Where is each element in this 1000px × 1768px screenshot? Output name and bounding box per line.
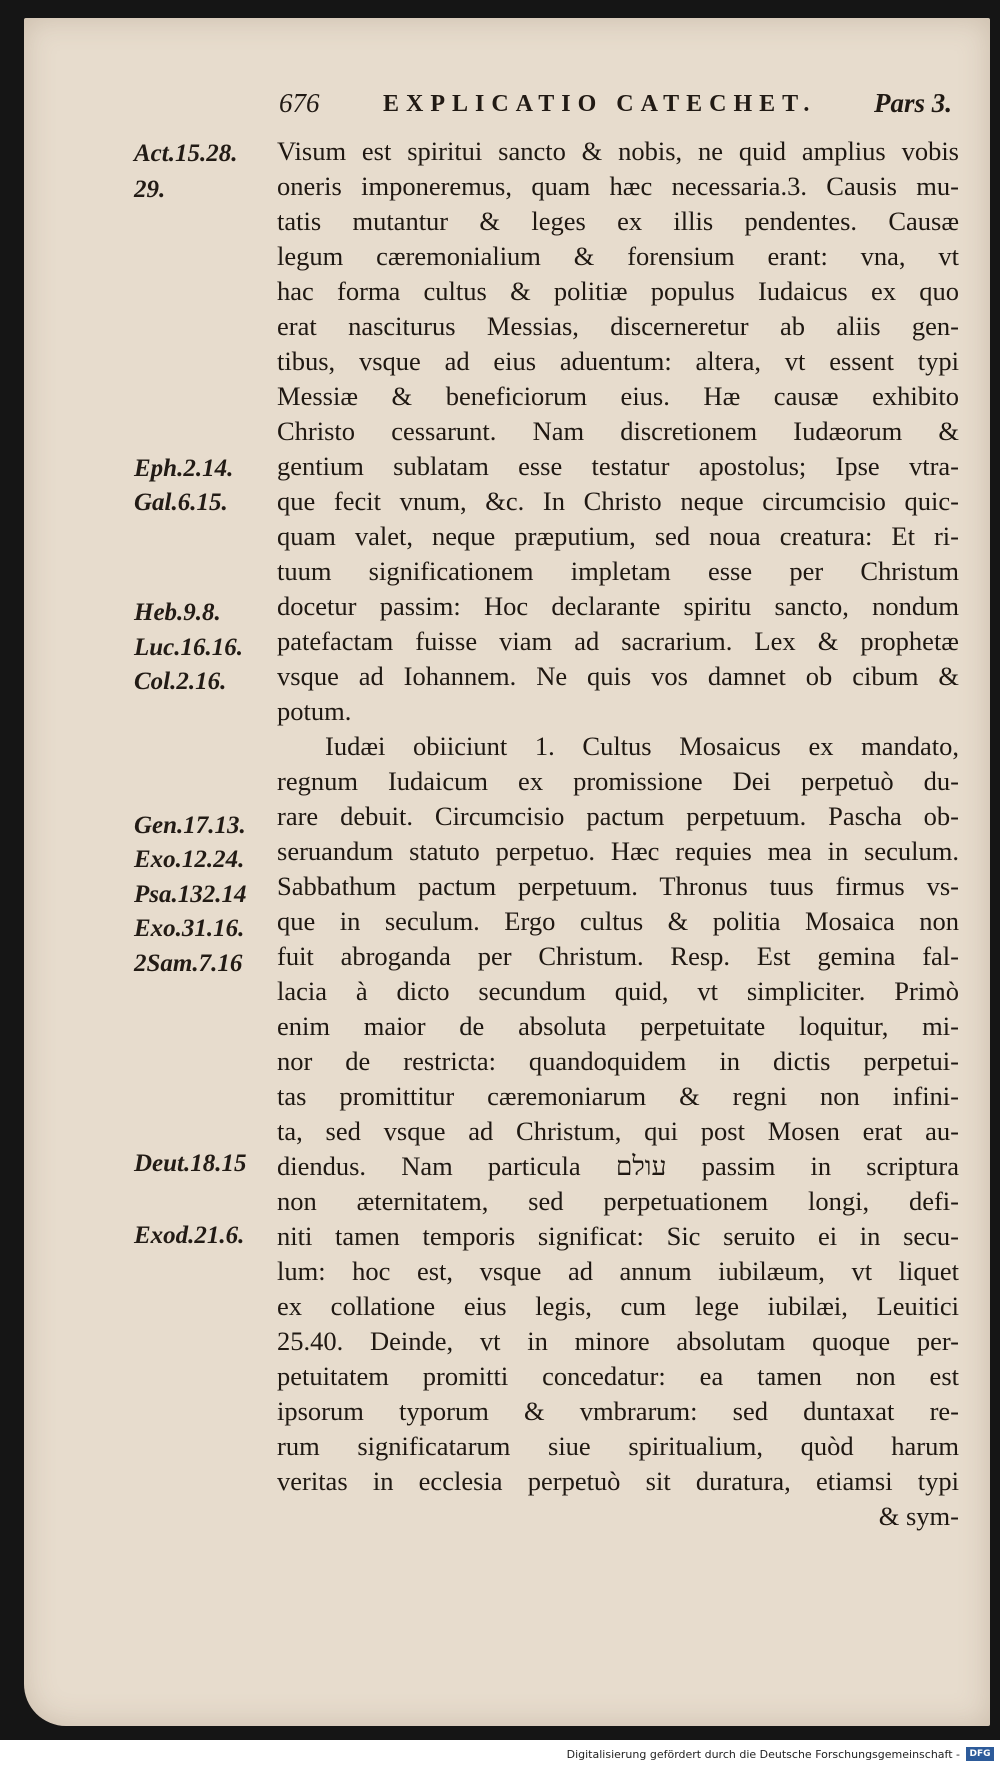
margin-note: Act.15.28. <box>134 140 238 167</box>
text-line: vsque ad Iohannem. Ne quis vos damnet ob cibum & <box>277 661 959 691</box>
text-line: fuit abroganda per Christum. Resp. Est gemina fal- <box>277 941 959 971</box>
text-line: tuum significationem impletam esse per Christum <box>277 556 959 586</box>
text-line: legum cæremonialium & forensium erant: vna, vt <box>277 241 959 271</box>
text-line: que fecit vnum, &c. In Christo neque circumcisio quic- <box>277 486 959 516</box>
text-line: Messiæ & beneficiorum eius. Hæ causæ exhibito <box>277 381 959 411</box>
text-line: potum. <box>277 696 352 726</box>
text-line: Christo cessarunt. Nam discretionem Iudæorum & <box>277 416 959 446</box>
body-text <box>277 0 967 1768</box>
margin-note: Deut.18.15 <box>134 1150 247 1177</box>
margin-note: Exod.21.6. <box>134 1222 245 1249</box>
text-line: Sabbathum pactum perpetuum. Thronus tuus firmus vs- <box>277 871 959 901</box>
part-label: Pars 3. <box>874 88 953 118</box>
margin-note: 29. <box>134 176 166 203</box>
margin-note: 2Sam.7.16 <box>134 950 243 977</box>
text-line: gentium sublatam esse testatur apostolus; Ipse vtra- <box>277 451 959 481</box>
margin-references <box>0 0 272 1768</box>
margin-note: Heb.9.8. <box>134 599 221 626</box>
text-line: hac forma cultus & politiæ populus Iudaicus ex quo <box>277 276 959 306</box>
text-line: veritas in ecclesia perpetuò sit duratura, etiamsi typi <box>277 1466 959 1496</box>
funding-credit: Digitalisierung gefördert durch die Deutsche Forschungsgemeinschaft - <box>566 1748 960 1761</box>
text-line: oneris imponeremus, quam hæc necessaria.3. Causis mu- <box>277 171 959 201</box>
text-line: lum: hoc est, vsque ad annum iubilæum, vt liquet <box>277 1256 959 1286</box>
text-line: 25.40. Deinde, vt in minore absolutam quoque per- <box>277 1326 959 1356</box>
page-number: 676 <box>279 88 320 118</box>
text-line: rare debuit. Circumcisio pactum perpetuum. Pascha ob- <box>277 801 959 831</box>
text-line: erat nasciturus Messias, discerneretur ab aliis gen- <box>277 311 959 341</box>
margin-note: Gen.17.13. <box>134 812 246 839</box>
margin-note: Col.2.16. <box>134 668 227 695</box>
text-line: ta, sed vsque ad Christum, qui post Mosen erat au- <box>277 1116 959 1146</box>
margin-note: Psa.132.14 <box>134 881 247 908</box>
text-line: seruandum statuto perpetuo. Hæc requies mea in seculum. <box>277 836 959 866</box>
text-line: enim maior de absoluta perpetuitate loquitur, mi- <box>277 1011 959 1041</box>
margin-note: Gal.6.15. <box>134 489 228 516</box>
margin-note: Eph.2.14. <box>134 455 234 482</box>
margin-note: Exo.31.16. <box>134 915 245 942</box>
text-line: Iudæi obiiciunt 1. Cultus Mosaicus ex mandato, <box>325 731 959 761</box>
margin-note: Luc.16.16. <box>134 634 244 661</box>
digitization-footer <box>0 1740 1000 1768</box>
text-line: diendus. Nam particula עולם passim in scriptura <box>277 1151 959 1181</box>
text-line: niti tamen temporis significat: Sic seruito ei in secu- <box>277 1221 959 1251</box>
text-line: petuitatem promitti concedatur: ea tamen non est <box>277 1361 959 1391</box>
text-line: regnum Iudaicum ex promissione Dei perpetuò du- <box>277 766 959 796</box>
text-line: tibus, vsque ad eius aduentum: altera, vt essent typi <box>277 346 959 376</box>
text-line: ipsorum typorum & vmbrarum: sed duntaxat re- <box>277 1396 959 1426</box>
text-line: nor de restricta: quandoquidem in dictis perpetui- <box>277 1046 959 1076</box>
text-line: ex collatione eius legis, cum lege iubilæi, Leuitici <box>277 1291 959 1321</box>
text-line: patefactam fuisse viam ad sacrarium. Lex & prophetæ <box>277 626 959 656</box>
text-line: Visum est spiritui sancto & nobis, ne quid amplius vobis <box>277 136 959 166</box>
text-line: non æternitatem, sed perpetuationem longi, defi- <box>277 1186 959 1216</box>
text-line: docetur passim: Hoc declarante spiritu sancto, nondum <box>277 591 959 621</box>
text-line: lacia à dicto secundum quid, vt simpliciter. Primò <box>277 976 959 1006</box>
dfg-logo-icon: DFG <box>966 1747 994 1761</box>
catchword: & sym- <box>878 1501 959 1531</box>
text-line: que in seculum. Ergo cultus & politia Mosaica non <box>277 906 959 936</box>
margin-note: Exo.12.24. <box>134 846 245 873</box>
text-line: tas promittitur cæremoniarum & regni non infini- <box>277 1081 959 1111</box>
running-title: EXPLICATIO CATECHET. <box>383 91 817 117</box>
text-line: tatis mutantur & leges ex illis pendentes. Causæ <box>277 206 959 236</box>
text-line: quam valet, neque præputium, sed noua creatura: Et ri- <box>277 521 959 551</box>
text-line: rum significatarum siue spiritualium, quòd harum <box>277 1431 959 1461</box>
